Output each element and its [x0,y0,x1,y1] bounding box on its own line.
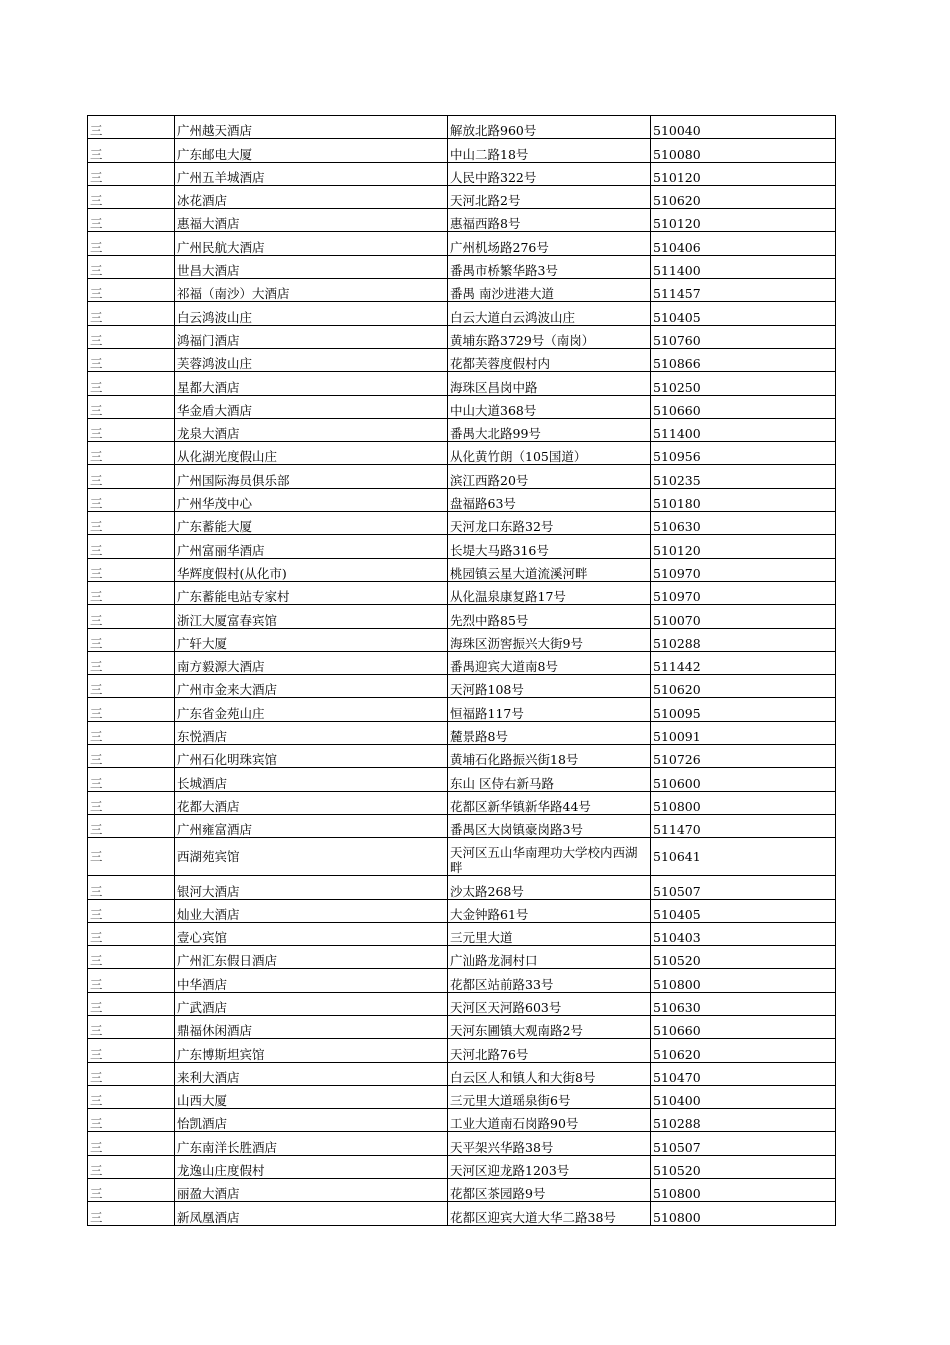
postcode-cell: 510660 [651,1015,836,1038]
address-cell: 黄埔东路3729号（南岗） [448,325,651,348]
postcode-cell: 510120 [651,162,836,185]
postcode-cell: 510400 [651,1085,836,1108]
address-cell: 花都区站前路33号 [448,969,651,992]
table-row [88,535,836,558]
grade-cell: 三 [88,1039,175,1062]
postcode-cell: 510630 [651,992,836,1015]
grade-cell: 三 [88,675,175,698]
table-row [88,302,836,325]
address-cell: 天河东圃镇大观南路2号 [448,1015,651,1038]
address-cell: 花都区迎宾大道大华二路38号 [448,1202,651,1225]
address-cell: 三元里大道瑶泉街6号 [448,1085,651,1108]
grade-cell: 三 [88,1062,175,1085]
hotel-name-cell: 从化湖光度假山庄 [175,442,448,465]
table-row [88,558,836,581]
table-row [88,698,836,721]
table-row [88,348,836,371]
grade-cell: 三 [88,1155,175,1178]
postcode-cell: 510520 [651,1155,836,1178]
hotel-name-cell: 广州市金来大酒店 [175,675,448,698]
grade-cell: 三 [88,116,175,139]
address-cell: 天河北路76号 [448,1039,651,1062]
postcode-cell: 510956 [651,442,836,465]
hotel-name-cell: 东悦酒店 [175,721,448,744]
postcode-cell: 510403 [651,922,836,945]
address-cell: 中山大道368号 [448,395,651,418]
address-cell: 桃园镇云星大道流溪河畔 [448,558,651,581]
address-cell: 海珠区昌岗中路 [448,372,651,395]
table-row [88,325,836,348]
grade-cell: 三 [88,1109,175,1132]
grade-cell: 三 [88,325,175,348]
table-row [88,465,836,488]
table-row [88,745,836,768]
address-cell: 先烈中路85号 [448,605,651,628]
address-cell: 从化黄竹朗（105国道） [448,442,651,465]
hotel-name-cell: 白云鸿波山庄 [175,302,448,325]
hotel-name-cell: 丽盈大酒店 [175,1179,448,1202]
grade-cell: 三 [88,605,175,628]
hotel-name-cell: 南方毅源大酒店 [175,651,448,674]
table-row [88,1202,836,1225]
hotel-name-cell: 星都大酒店 [175,372,448,395]
table-row [88,372,836,395]
grade-cell: 三 [88,581,175,604]
postcode-cell: 510520 [651,946,836,969]
grade-cell: 三 [88,946,175,969]
table-row [88,876,836,899]
grade-cell: 三 [88,651,175,674]
hotel-name-cell: 华辉度假村(从化市) [175,558,448,581]
address-cell: 恒福路117号 [448,698,651,721]
hotel-name-cell: 华金盾大酒店 [175,395,448,418]
grade-cell: 三 [88,1085,175,1108]
address-cell: 白云区人和镇人和大街8号 [448,1062,651,1085]
table-row [88,1132,836,1155]
grade-cell: 三 [88,1132,175,1155]
postcode-cell: 510091 [651,721,836,744]
grade-cell: 三 [88,418,175,441]
grade-cell: 三 [88,814,175,837]
postcode-cell: 510620 [651,1039,836,1062]
table-row [88,1015,836,1038]
grade-cell: 三 [88,442,175,465]
postcode-cell: 510180 [651,488,836,511]
hotel-name-cell: 广州石化明珠宾馆 [175,745,448,768]
table-row [88,185,836,208]
address-cell: 天平架兴华路38号 [448,1132,651,1155]
hotel-name-cell: 广东省金苑山庄 [175,698,448,721]
address-cell: 中山二路18号 [448,139,651,162]
postcode-cell: 510800 [651,791,836,814]
postcode-cell: 510040 [651,116,836,139]
address-cell: 番禺市桥繁华路3号 [448,255,651,278]
address-cell: 白云大道白云鸿波山庄 [448,302,651,325]
hotel-name-cell: 芙蓉鸿波山庄 [175,348,448,371]
table-row [88,768,836,791]
postcode-cell: 510288 [651,1109,836,1132]
grade-cell: 三 [88,698,175,721]
postcode-cell: 510620 [651,675,836,698]
address-cell: 天河路108号 [448,675,651,698]
grade-cell: 三 [88,348,175,371]
grade-cell: 三 [88,162,175,185]
address-cell: 天河区迎龙路1203号 [448,1155,651,1178]
hotel-name-cell: 广州民航大酒店 [175,232,448,255]
grade-cell: 三 [88,721,175,744]
postcode-cell: 510970 [651,558,836,581]
address-cell: 长堤大马路316号 [448,535,651,558]
table-row [88,162,836,185]
hotel-name-cell: 怡凯酒店 [175,1109,448,1132]
hotel-name-cell: 西湖苑宾馆 [175,838,448,876]
postcode-cell: 510660 [651,395,836,418]
address-cell: 天河北路2号 [448,185,651,208]
address-cell: 从化温泉康复路17号 [448,581,651,604]
table-row [88,1179,836,1202]
hotel-name-cell: 浙江大厦富春宾馆 [175,605,448,628]
table-row [88,209,836,232]
grade-cell: 三 [88,488,175,511]
address-cell: 大金钟路61号 [448,899,651,922]
table-row [88,721,836,744]
hotel-name-cell: 龙泉大酒店 [175,418,448,441]
postcode-cell: 510800 [651,1202,836,1225]
postcode-cell: 510250 [651,372,836,395]
hotel-name-cell: 新凤凰酒店 [175,1202,448,1225]
hotel-name-cell: 来利大酒店 [175,1062,448,1085]
postcode-cell: 510120 [651,535,836,558]
hotel-name-cell: 长城酒店 [175,768,448,791]
grade-cell: 三 [88,1015,175,1038]
grade-cell: 三 [88,535,175,558]
postcode-cell: 510405 [651,302,836,325]
grade-cell: 三 [88,465,175,488]
postcode-cell: 510095 [651,698,836,721]
hotel-table [87,115,836,1226]
hotel-name-cell: 灿业大酒店 [175,899,448,922]
address-cell: 盘福路63号 [448,488,651,511]
address-cell: 天河龙口东路32号 [448,512,651,535]
hotel-name-cell: 壹心宾馆 [175,922,448,945]
hotel-name-cell: 中华酒店 [175,969,448,992]
address-cell: 人民中路322号 [448,162,651,185]
hotel-name-cell: 花都大酒店 [175,791,448,814]
address-cell: 花都区茶园路9号 [448,1179,651,1202]
address-cell: 番禺区大岗镇豪岗路3号 [448,814,651,837]
table-row [88,651,836,674]
hotel-name-cell: 山西大厦 [175,1085,448,1108]
table-row [88,116,836,139]
hotel-name-cell: 祁福（南沙）大酒店 [175,279,448,302]
address-cell: 解放北路960号 [448,116,651,139]
postcode-cell: 510288 [651,628,836,651]
table-row [88,139,836,162]
grade-cell: 三 [88,395,175,418]
postcode-cell: 510405 [651,899,836,922]
table-row [88,581,836,604]
hotel-name-cell: 广轩大厦 [175,628,448,651]
hotel-name-cell: 广东邮电大厦 [175,139,448,162]
postcode-cell: 510406 [651,232,836,255]
hotel-name-cell: 广武酒店 [175,992,448,1015]
postcode-cell: 510800 [651,969,836,992]
hotel-table-body [88,116,836,1226]
hotel-name-cell: 广州汇东假日酒店 [175,946,448,969]
hotel-name-cell: 广东蓄能大厦 [175,512,448,535]
postcode-cell: 511400 [651,255,836,278]
address-cell: 番禺 南沙进港大道 [448,279,651,302]
grade-cell: 三 [88,876,175,899]
address-cell: 番禺迎宾大道南8号 [448,651,651,674]
grade-cell: 三 [88,745,175,768]
table-row [88,969,836,992]
grade-cell: 三 [88,838,175,876]
table-row [88,791,836,814]
postcode-cell: 510120 [651,209,836,232]
hotel-name-cell: 广州国际海员俱乐部 [175,465,448,488]
hotel-name-cell: 广东蓄能电站专家村 [175,581,448,604]
table-row [88,1039,836,1062]
hotel-name-cell: 世昌大酒店 [175,255,448,278]
table-row [88,395,836,418]
address-cell: 广汕路龙洞村口 [448,946,651,969]
hotel-name-cell: 广州富丽华酒店 [175,535,448,558]
postcode-cell: 510970 [651,581,836,604]
grade-cell: 三 [88,139,175,162]
table-row [88,675,836,698]
hotel-name-cell: 广州雍富酒店 [175,814,448,837]
address-cell: 天河区五山华南理功大学校内西湖畔 [448,838,651,876]
postcode-cell: 510070 [651,605,836,628]
grade-cell: 三 [88,1202,175,1225]
address-cell: 沙太路268号 [448,876,651,899]
table-row [88,992,836,1015]
grade-cell: 三 [88,255,175,278]
postcode-cell: 510507 [651,876,836,899]
hotel-name-cell: 广州越天酒店 [175,116,448,139]
table-row [88,814,836,837]
table-row [88,628,836,651]
table-row [88,1155,836,1178]
address-cell: 海珠区沥窖振兴大街9号 [448,628,651,651]
table-row [88,946,836,969]
table-row [88,279,836,302]
hotel-name-cell: 龙逸山庄度假村 [175,1155,448,1178]
address-cell: 东山 区侍右新马路 [448,768,651,791]
grade-cell: 三 [88,302,175,325]
postcode-cell: 510080 [651,139,836,162]
address-cell: 工业大道南石岗路90号 [448,1109,651,1132]
address-cell: 番禺大北路99号 [448,418,651,441]
postcode-cell: 511442 [651,651,836,674]
address-cell: 花都区新华镇新华路44号 [448,791,651,814]
postcode-cell: 510620 [651,185,836,208]
table-row [88,488,836,511]
postcode-cell: 510800 [651,1179,836,1202]
grade-cell: 三 [88,899,175,922]
table-row [88,442,836,465]
grade-cell: 三 [88,791,175,814]
address-cell: 黄埔石化路振兴街18号 [448,745,651,768]
grade-cell: 三 [88,768,175,791]
postcode-cell: 511400 [651,418,836,441]
hotel-name-cell: 惠福大酒店 [175,209,448,232]
address-cell: 花都芙蓉度假村内 [448,348,651,371]
address-cell: 天河区天河路603号 [448,992,651,1015]
hotel-name-cell: 广州华茂中心 [175,488,448,511]
postcode-cell: 510235 [651,465,836,488]
grade-cell: 三 [88,922,175,945]
hotel-name-cell: 广东博斯坦宾馆 [175,1039,448,1062]
table-row [88,512,836,535]
grade-cell: 三 [88,512,175,535]
postcode-cell: 510726 [651,745,836,768]
grade-cell: 三 [88,969,175,992]
grade-cell: 三 [88,558,175,581]
table-row [88,838,836,876]
hotel-name-cell: 广东南洋长胜酒店 [175,1132,448,1155]
hotel-name-cell: 鼎福休闲酒店 [175,1015,448,1038]
grade-cell: 三 [88,628,175,651]
grade-cell: 三 [88,279,175,302]
grade-cell: 三 [88,209,175,232]
hotel-name-cell: 银河大酒店 [175,876,448,899]
hotel-name-cell: 鸿福门酒店 [175,325,448,348]
address-cell: 滨江西路20号 [448,465,651,488]
grade-cell: 三 [88,992,175,1015]
hotel-name-cell: 广州五羊城酒店 [175,162,448,185]
grade-cell: 三 [88,372,175,395]
table-row [88,899,836,922]
address-cell: 麓景路8号 [448,721,651,744]
table-row [88,255,836,278]
postcode-cell: 511457 [651,279,836,302]
postcode-cell: 511470 [651,814,836,837]
grade-cell: 三 [88,1179,175,1202]
address-cell: 广州机场路276号 [448,232,651,255]
postcode-cell: 510600 [651,768,836,791]
table-row [88,1109,836,1132]
postcode-cell: 510470 [651,1062,836,1085]
postcode-cell: 510641 [651,838,836,876]
table-row [88,1062,836,1085]
table-row [88,605,836,628]
grade-cell: 三 [88,232,175,255]
address-cell: 惠福西路8号 [448,209,651,232]
address-cell: 三元里大道 [448,922,651,945]
postcode-cell: 510630 [651,512,836,535]
table-row [88,1085,836,1108]
table-row [88,418,836,441]
postcode-cell: 510866 [651,348,836,371]
hotel-name-cell: 冰花酒店 [175,185,448,208]
grade-cell: 三 [88,185,175,208]
postcode-cell: 510507 [651,1132,836,1155]
table-row [88,922,836,945]
table-row [88,232,836,255]
postcode-cell: 510760 [651,325,836,348]
